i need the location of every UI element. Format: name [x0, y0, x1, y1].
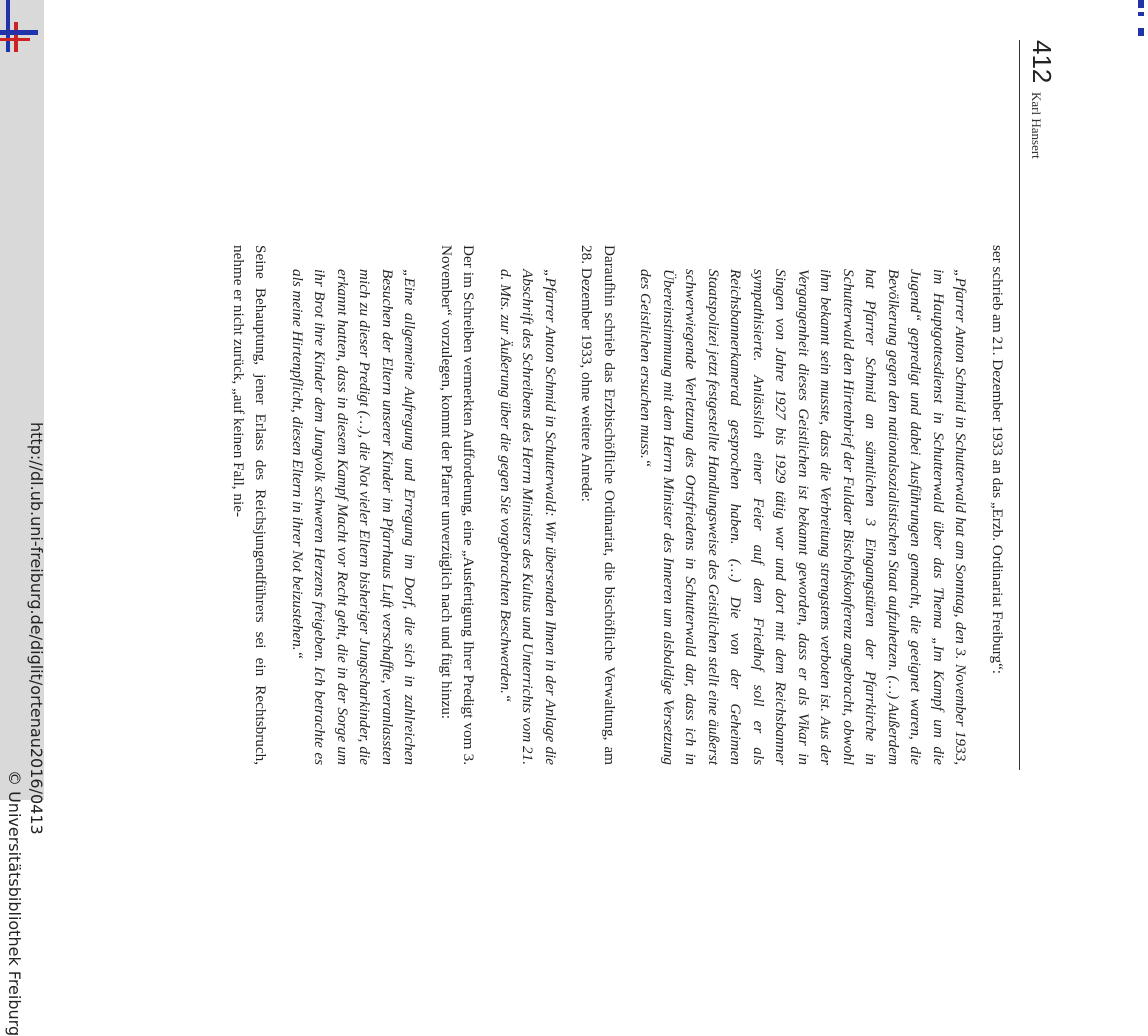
library-logo-icon [0, 0, 44, 60]
corner-mark-icon [1134, 0, 1148, 40]
page-header [1019, 40, 1080, 770]
quote-block: „Pfarrer Anton Schmid in Schutterwald: Wir übersenden Ihnen in der Anlage die Abschrift des Schreibens des Herrn Ministers des Kultus und Unterrichts vom 21. d. Mts. zur Äußerung über die gegen Sie vorgebrachten Beschwerden.“ [497, 269, 559, 765]
paragraph: Der im Schreiben vermerkten Aufforderung, eine „Ausfertigung Ihrer Predigt vom 3. November“ vorzulegen, kommt der Pfarrer unverzüglich nach und fügt hinzu: [438, 245, 478, 765]
paragraph: Daraufhin schrieb das Erzbischöfliche Ordinariat, die bischöfliche Verwaltung, am 28. Dezember 1933, ohne weitere Anrede: [578, 245, 618, 765]
page-number: 412 [1027, 40, 1057, 84]
quote-block: „Pfarrer Anton Schmid in Schutterwald hat am Sonntag, den 3. November 1933, im Hauptgottesdienst in Schutterwald über das Thema „Im Kampf um die Jugend“ gepredigt und dabei Ausführungen gemacht, die geeignet waren, die Bevölkerung gegen den nationalsozialistischen Staat aufzuhetzen. (…) Außerdem hat Pfarrer Schmid an sämtlichen 3 Eingangstüren der Pfarrkirche in Schutterwald den Hirtenbrief der Fuldaer Bischofskonferenz angebracht, obwohl ihm bekannt sein musste, dass die Verbreitung strengstens verboten ist. Aus der Vergangenheit dieses Geistlichen ist bekannt geworden, dass er als Vikar in Singen von Jahre 1927 bis 1929 tätig war und dort mit dem Reichsbanner sympathisierte. Anlässlich einer Feier auf dem Friedhof soll er als Reichsbannerkamerad gesprochen haben. (…) Die von der Geheimen Staatspolizei jetzt festgestellte Handlungsweise des Geistlichen stellt eine äußerst schwerwiegende Verletzung des Ortsfriedens in Schutterwald dar, dass ich in Übereinstimmung mit dem Herrn Minister des Inneren um alsbaldige Versetzung des Geistlichen ersuchen muss.“ [637, 269, 970, 765]
copyright-notice: © Universitätsbibliothek Freiburg [5, 770, 24, 1036]
quote-block: „Eine allgemeine Aufregung und Erregung im Dorf, die sich in zahlreichen Besuchen der Eltern unserer Kinder im Pfarrhaus Luft verschaffte, veranlassten mich zu dieser Predigt (…), die Not vieler Eltern bisheriger Jungscharkinder, die erkannt hatten, dass in diesem Kampf Macht vor Recht geht, die in der Sorge um ihr Brot ihre Kinder dem Jungvolk schweren Herzens freigeben. Ich betrachte es als meine Hirtenpflicht, diesen Eltern in ihrer Not beizustehen.“ [289, 269, 419, 765]
document-page [230, 40, 1080, 770]
running-author: Karl Hansert [1029, 92, 1044, 159]
page-body [227, 245, 1009, 765]
paragraph: Seine Behauptung, jener Erlass des Reichsjungendführers sei ein Rechtsbruch, nehme er nicht zurück, „auf keinen Fall, nie- [230, 245, 270, 765]
source-url[interactable]: http://dl.ub.uni-freiburg.de/diglit/ortenau2016/0413 [27, 422, 46, 835]
paragraph: ser schrieb am 21. Dezember 1933 an das „Erzb. Ordinariat Freiburg“: [989, 245, 1006, 675]
